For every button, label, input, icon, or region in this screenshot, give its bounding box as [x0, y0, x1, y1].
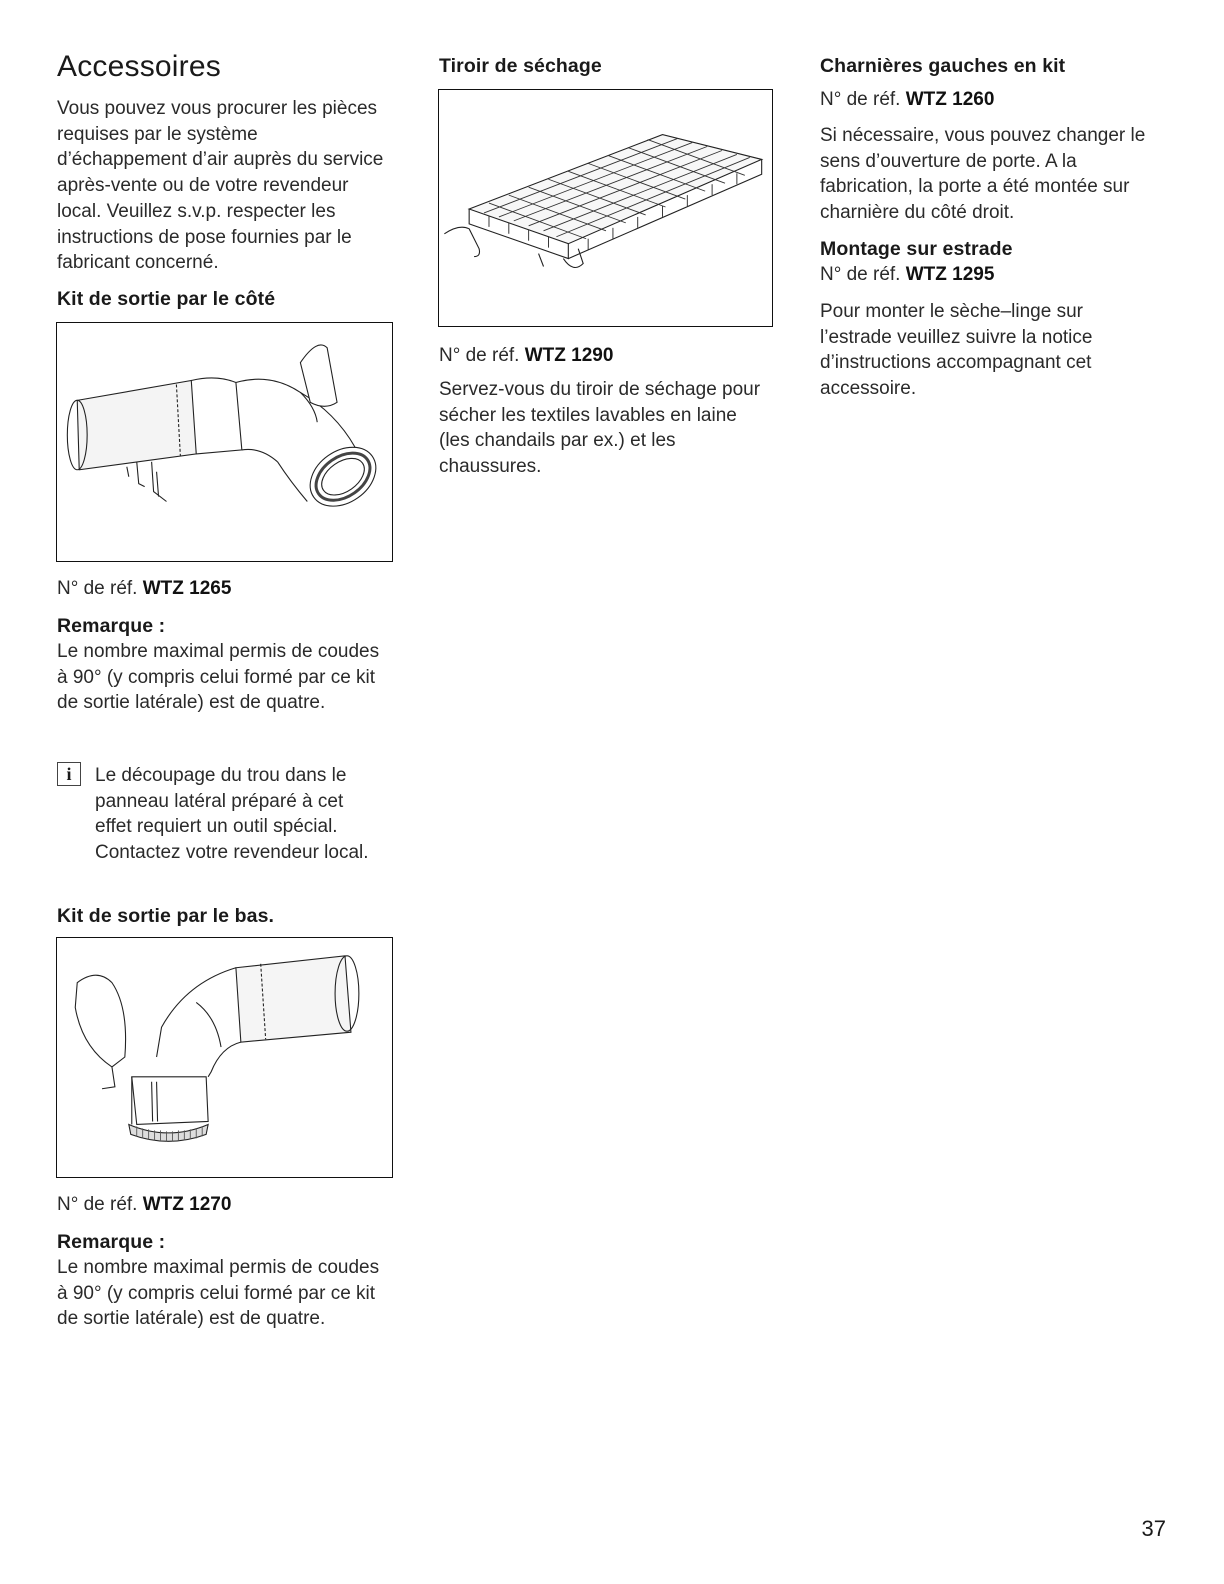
side-kit-ref — [57, 576, 231, 601]
ref-prefix: N° de réf. — [57, 578, 138, 599]
bottom-kit-heading: Kit de sortie par le bas. — [57, 905, 275, 927]
bottom-kit-note-text: Le nombre maximal permis de coudes à 90° (y compris celui formé par ce kit de sortie latérale) est de quatre. — [57, 1257, 380, 1330]
side-kit-note-text: Le nombre maximal permis de coudes à 90° (y compris celui formé par ce kit de sortie latérale) est de quatre. — [57, 641, 380, 714]
hinges-heading: Charnières gauches en kit — [820, 55, 1066, 77]
pedestal-heading: Montage sur estrade — [820, 238, 1013, 260]
pedestal-text: Pour monter le sèche–linge sur l’estrade veuillez suivre la notice d’instructions accompagnant cet accessoire. — [820, 301, 1093, 400]
side-kit-heading: Kit de sortie par le côté — [57, 288, 276, 310]
hinges-ref — [820, 87, 994, 112]
bottom-exhaust-kit-illustration — [56, 937, 393, 1178]
drying-rack-heading: Tiroir de séchage — [439, 55, 602, 77]
drying-rack-illustration — [438, 89, 773, 327]
ref-prefix: N° de réf. — [57, 1194, 138, 1215]
drying-rack-ref — [439, 343, 613, 368]
ref-prefix: N° de réf. — [820, 264, 901, 285]
ref-code: WTZ 1270 — [142, 1194, 232, 1215]
bottom-kit-note-heading: Remarque : — [57, 1231, 166, 1253]
pedestal-ref — [820, 262, 994, 287]
page-number: 37 — [1141, 1516, 1166, 1541]
page-title: Accessoires — [57, 50, 221, 83]
side-exhaust-kit-illustration — [56, 322, 393, 562]
info-icon: i — [57, 762, 81, 786]
ref-code: WTZ 1265 — [142, 578, 232, 599]
ref-code: WTZ 1295 — [905, 264, 995, 285]
side-kit-info-text: Le découpage du trou dans le panneau latéral préparé à cet effet requiert un outil spécial. Contactez votre revendeur local. — [95, 765, 369, 864]
hinges-text: Si nécessaire, vous pouvez changer le sens d’ouverture de porte. A la fabrication, la porte a été montée sur charnière du côté droit. — [820, 125, 1146, 224]
ref-prefix: N° de réf. — [439, 345, 520, 366]
bottom-kit-ref — [57, 1192, 231, 1217]
drying-rack-text: Servez-vous du tiroir de séchage pour sécher les textiles lavables en laine (les chandails par ex.) et les chaussures. — [439, 379, 761, 478]
side-kit-note-heading: Remarque : — [57, 615, 166, 637]
ref-code: WTZ 1290 — [524, 345, 614, 366]
ref-prefix: N° de réf. — [820, 89, 901, 110]
intro-paragraph: Vous pouvez vous procurer les pièces requises par le système d’échappement d’air auprès du service après-vente ou de votre revendeur local. Veuillez s.v.p. respecter les instructions de pose fournies par le fabricant concerné. — [57, 98, 384, 274]
ref-code: WTZ 1260 — [905, 89, 995, 110]
